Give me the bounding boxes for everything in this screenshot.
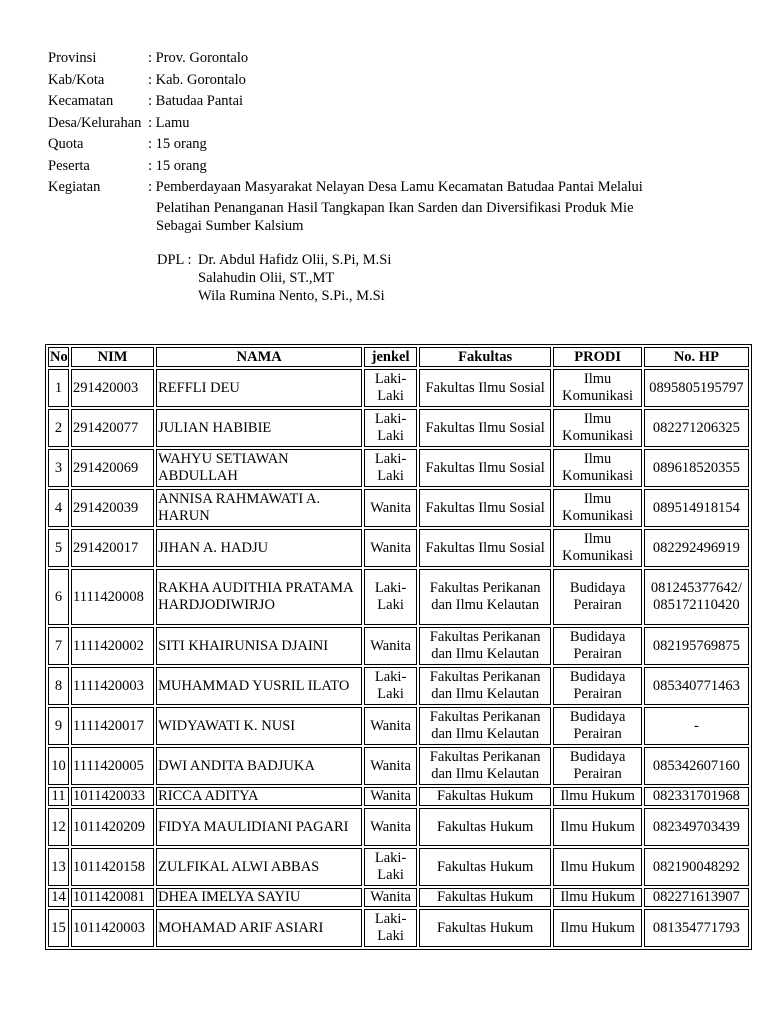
cell-fakultas: Fakultas Perikanan dan Ilmu Kelautan bbox=[419, 707, 552, 745]
cell-nama: RICCA ADITYA bbox=[156, 787, 362, 806]
cell-fakultas: Fakultas Perikanan dan Ilmu Kelautan bbox=[419, 569, 552, 625]
cell-hp: 089618520355 bbox=[644, 449, 749, 487]
cell-nama: WAHYU SETIAWAN ABDULLAH bbox=[156, 449, 362, 487]
cell-jenkel: Wanita bbox=[364, 747, 417, 785]
cell-prodi: Budidaya Perairan bbox=[553, 707, 641, 745]
cell-fakultas: Fakultas Ilmu Sosial bbox=[419, 369, 552, 407]
col-header-hp: No. HP bbox=[644, 347, 749, 367]
cell-jenkel: Laki-Laki bbox=[364, 409, 417, 447]
cell-hp: 082271613907 bbox=[644, 888, 749, 907]
cell-no: 9 bbox=[48, 707, 69, 745]
table-row bbox=[48, 888, 749, 907]
cell-hp: 082195769875 bbox=[644, 627, 749, 665]
info-row-provinsi bbox=[48, 48, 728, 70]
table-row bbox=[48, 409, 749, 447]
cell-no: 7 bbox=[48, 627, 69, 665]
cell-nama: WIDYAWATI K. NUSI bbox=[156, 707, 362, 745]
info-value: : Batudaa Pantai bbox=[148, 93, 244, 109]
cell-prodi: Ilmu Komunikasi bbox=[553, 489, 641, 527]
cell-nama: DWI ANDITA BADJUKA bbox=[156, 747, 362, 785]
cell-jenkel: Wanita bbox=[364, 529, 417, 567]
cell-no: 8 bbox=[48, 667, 69, 705]
kegiatan-line: Pelatihan Penanganan Hasil Tangkapan Ikan Sarden dan Diversifikasi Produk Mie bbox=[156, 199, 634, 216]
table-row bbox=[48, 569, 749, 625]
cell-hp: 0895805195797 bbox=[644, 369, 749, 407]
cell-nim: 1011420158 bbox=[71, 848, 154, 886]
dpl-label: DPL : bbox=[157, 252, 192, 268]
cell-fakultas: Fakultas Ilmu Sosial bbox=[419, 449, 552, 487]
cell-fakultas: Fakultas Ilmu Sosial bbox=[419, 409, 552, 447]
cell-prodi: Ilmu Hukum bbox=[553, 787, 641, 806]
cell-fakultas: Fakultas Perikanan dan Ilmu Kelautan bbox=[419, 667, 552, 705]
info-value: : 15 orang bbox=[148, 157, 207, 174]
participant-table bbox=[45, 344, 752, 950]
col-header-nim: NIM bbox=[71, 347, 154, 367]
cell-hp: 082292496919 bbox=[644, 529, 749, 567]
info-value: : 15 orang bbox=[148, 136, 207, 152]
cell-jenkel: Laki-Laki bbox=[364, 909, 417, 947]
dpl-name: Wila Rumina Nento, S.Pi., M.Si bbox=[198, 288, 385, 304]
cell-prodi: Ilmu Komunikasi bbox=[553, 409, 641, 447]
table-row bbox=[48, 529, 749, 567]
cell-prodi: Ilmu Komunikasi bbox=[553, 449, 641, 487]
info-label: Peserta bbox=[48, 157, 90, 174]
cell-nama: MOHAMAD ARIF ASIARI bbox=[156, 909, 362, 947]
info-row-kecamatan bbox=[48, 91, 728, 113]
cell-prodi: Budidaya Perairan bbox=[553, 667, 641, 705]
cell-hp: - bbox=[644, 707, 749, 745]
cell-hp: 089514918154 bbox=[644, 489, 749, 527]
cell-jenkel: Wanita bbox=[364, 627, 417, 665]
cell-fakultas: Fakultas Hukum bbox=[419, 909, 552, 947]
col-header-nama: NAMA bbox=[156, 347, 362, 367]
cell-nim: 1111420008 bbox=[71, 569, 154, 625]
cell-prodi: Ilmu Komunikasi bbox=[553, 369, 641, 407]
cell-nim: 291420069 bbox=[71, 449, 154, 487]
cell-nim: 1111420017 bbox=[71, 707, 154, 745]
info-row-desa bbox=[48, 113, 728, 135]
cell-hp: 082349703439 bbox=[644, 808, 749, 846]
cell-nim: 291420039 bbox=[71, 489, 154, 527]
cell-prodi: Budidaya Perairan bbox=[553, 569, 641, 625]
cell-no: 3 bbox=[48, 449, 69, 487]
table-row bbox=[48, 489, 749, 527]
cell-jenkel: Wanita bbox=[364, 888, 417, 907]
cell-hp: 082331701968 bbox=[644, 787, 749, 806]
cell-prodi: Ilmu Komunikasi bbox=[553, 529, 641, 567]
info-label: Kecamatan bbox=[48, 93, 114, 109]
cell-nim: 1111420003 bbox=[71, 667, 154, 705]
cell-nim: 1011420033 bbox=[71, 787, 154, 806]
dpl-names bbox=[198, 251, 391, 305]
table-header-row bbox=[48, 347, 749, 367]
cell-nama: JIHAN A. HADJU bbox=[156, 529, 362, 567]
info-row-kegiatan bbox=[48, 177, 728, 235]
cell-nama: SITI KHAIRUNISA DJAINI bbox=[156, 627, 362, 665]
cell-prodi: Ilmu Hukum bbox=[553, 848, 641, 886]
cell-fakultas: Fakultas Hukum bbox=[419, 808, 552, 846]
col-header-no: No bbox=[48, 347, 69, 367]
table-row bbox=[48, 747, 749, 785]
cell-fakultas: Fakultas Perikanan dan Ilmu Kelautan bbox=[419, 747, 552, 785]
cell-no: 2 bbox=[48, 409, 69, 447]
cell-no: 4 bbox=[48, 489, 69, 527]
col-header-jenkel: jenkel bbox=[364, 347, 417, 367]
cell-jenkel: Wanita bbox=[364, 707, 417, 745]
table-row bbox=[48, 667, 749, 705]
cell-prodi: Ilmu Hukum bbox=[553, 909, 641, 947]
cell-prodi: Ilmu Hukum bbox=[553, 888, 641, 907]
info-label: Kegiatan bbox=[48, 179, 101, 195]
cell-no: 5 bbox=[48, 529, 69, 567]
info-label: Kab/Kota bbox=[48, 71, 105, 88]
table-row bbox=[48, 707, 749, 745]
cell-fakultas: Fakultas Hukum bbox=[419, 848, 552, 886]
info-label: Desa/Kelurahan bbox=[48, 114, 142, 131]
cell-hp: 082190048292 bbox=[644, 848, 749, 886]
table-row bbox=[48, 787, 749, 806]
cell-fakultas: Fakultas Perikanan dan Ilmu Kelautan bbox=[419, 627, 552, 665]
info-value: : Prov. Gorontalo bbox=[148, 50, 249, 66]
cell-nama: MUHAMMAD YUSRIL ILATO bbox=[156, 667, 362, 705]
cell-no: 10 bbox=[48, 747, 69, 785]
cell-nim: 1111420002 bbox=[71, 627, 154, 665]
cell-hp: 081245377642/ 085172110420 bbox=[644, 569, 749, 625]
table-row bbox=[48, 369, 749, 407]
cell-nim: 291420077 bbox=[71, 409, 154, 447]
cell-fakultas: Fakultas Ilmu Sosial bbox=[419, 529, 552, 567]
cell-nama: REFFLI DEU bbox=[156, 369, 362, 407]
cell-no: 6 bbox=[48, 569, 69, 625]
cell-no: 1 bbox=[48, 369, 69, 407]
cell-jenkel: Wanita bbox=[364, 787, 417, 806]
info-value: : Kab. Gorontalo bbox=[148, 71, 246, 88]
cell-no: 13 bbox=[48, 848, 69, 886]
info-row-quota bbox=[48, 134, 728, 156]
info-label: Quota bbox=[48, 136, 84, 152]
cell-prodi: Budidaya Perairan bbox=[553, 747, 641, 785]
col-header-fakultas: Fakultas bbox=[419, 347, 552, 367]
info-value: : Lamu bbox=[148, 114, 190, 131]
cell-jenkel: Wanita bbox=[364, 489, 417, 527]
cell-nama: ZULFIKAL ALWI ABBAS bbox=[156, 848, 362, 886]
cell-nim: 291420017 bbox=[71, 529, 154, 567]
cell-hp: 085340771463 bbox=[644, 667, 749, 705]
table-row bbox=[48, 808, 749, 846]
dpl-block bbox=[157, 251, 391, 305]
cell-hp: 085342607160 bbox=[644, 747, 749, 785]
cell-nama: FIDYA MAULIDIANI PAGARI bbox=[156, 808, 362, 846]
dpl-name: Dr. Abdul Hafidz Olii, S.Pi, M.Si bbox=[198, 252, 392, 268]
cell-nim: 1011420003 bbox=[71, 909, 154, 947]
cell-jenkel: Laki-Laki bbox=[364, 848, 417, 886]
cell-prodi: Budidaya Perairan bbox=[553, 627, 641, 665]
cell-nim: 1011420081 bbox=[71, 888, 154, 907]
cell-nim: 291420003 bbox=[71, 369, 154, 407]
cell-hp: 081354771793 bbox=[644, 909, 749, 947]
cell-nim: 1011420209 bbox=[71, 808, 154, 846]
cell-jenkel: Laki-Laki bbox=[364, 449, 417, 487]
info-label: Provinsi bbox=[48, 50, 97, 66]
cell-nama: RAKHA AUDITHIA PRATAMA HARDJODIWIRJO bbox=[156, 569, 362, 625]
cell-no: 14 bbox=[48, 888, 69, 907]
table-row bbox=[48, 848, 749, 886]
info-row-peserta bbox=[48, 156, 728, 178]
table-row bbox=[48, 627, 749, 665]
cell-nama: ANNISA RAHMAWATI A. HARUN bbox=[156, 489, 362, 527]
cell-fakultas: Fakultas Hukum bbox=[419, 787, 552, 806]
cell-no: 15 bbox=[48, 909, 69, 947]
info-block bbox=[48, 48, 728, 235]
cell-fakultas: Fakultas Hukum bbox=[419, 888, 552, 907]
dpl-name: Salahudin Olii, ST.,MT bbox=[198, 270, 335, 286]
cell-nama: JULIAN HABIBIE bbox=[156, 409, 362, 447]
cell-jenkel: Wanita bbox=[364, 808, 417, 846]
cell-jenkel: Laki-Laki bbox=[364, 569, 417, 625]
col-header-prodi: PRODI bbox=[553, 347, 641, 367]
table-row bbox=[48, 909, 749, 947]
cell-no: 11 bbox=[48, 787, 69, 806]
cell-nama: DHEA IMELYA SAYIU bbox=[156, 888, 362, 907]
cell-jenkel: Laki-Laki bbox=[364, 369, 417, 407]
cell-hp: 082271206325 bbox=[644, 409, 749, 447]
cell-no: 12 bbox=[48, 808, 69, 846]
info-row-kabkota bbox=[48, 70, 728, 92]
cell-nim: 1111420005 bbox=[71, 747, 154, 785]
kegiatan-line: : Pemberdayaan Masyarakat Nelayan Desa Lamu Kecamatan Batudaa Pantai Melalui bbox=[148, 179, 643, 195]
kegiatan-line: Sebagai Sumber Kalsium bbox=[156, 217, 304, 234]
cell-jenkel: Laki-Laki bbox=[364, 667, 417, 705]
kegiatan-text bbox=[148, 177, 728, 235]
cell-fakultas: Fakultas Ilmu Sosial bbox=[419, 489, 552, 527]
table-row bbox=[48, 449, 749, 487]
cell-prodi: Ilmu Hukum bbox=[553, 808, 641, 846]
